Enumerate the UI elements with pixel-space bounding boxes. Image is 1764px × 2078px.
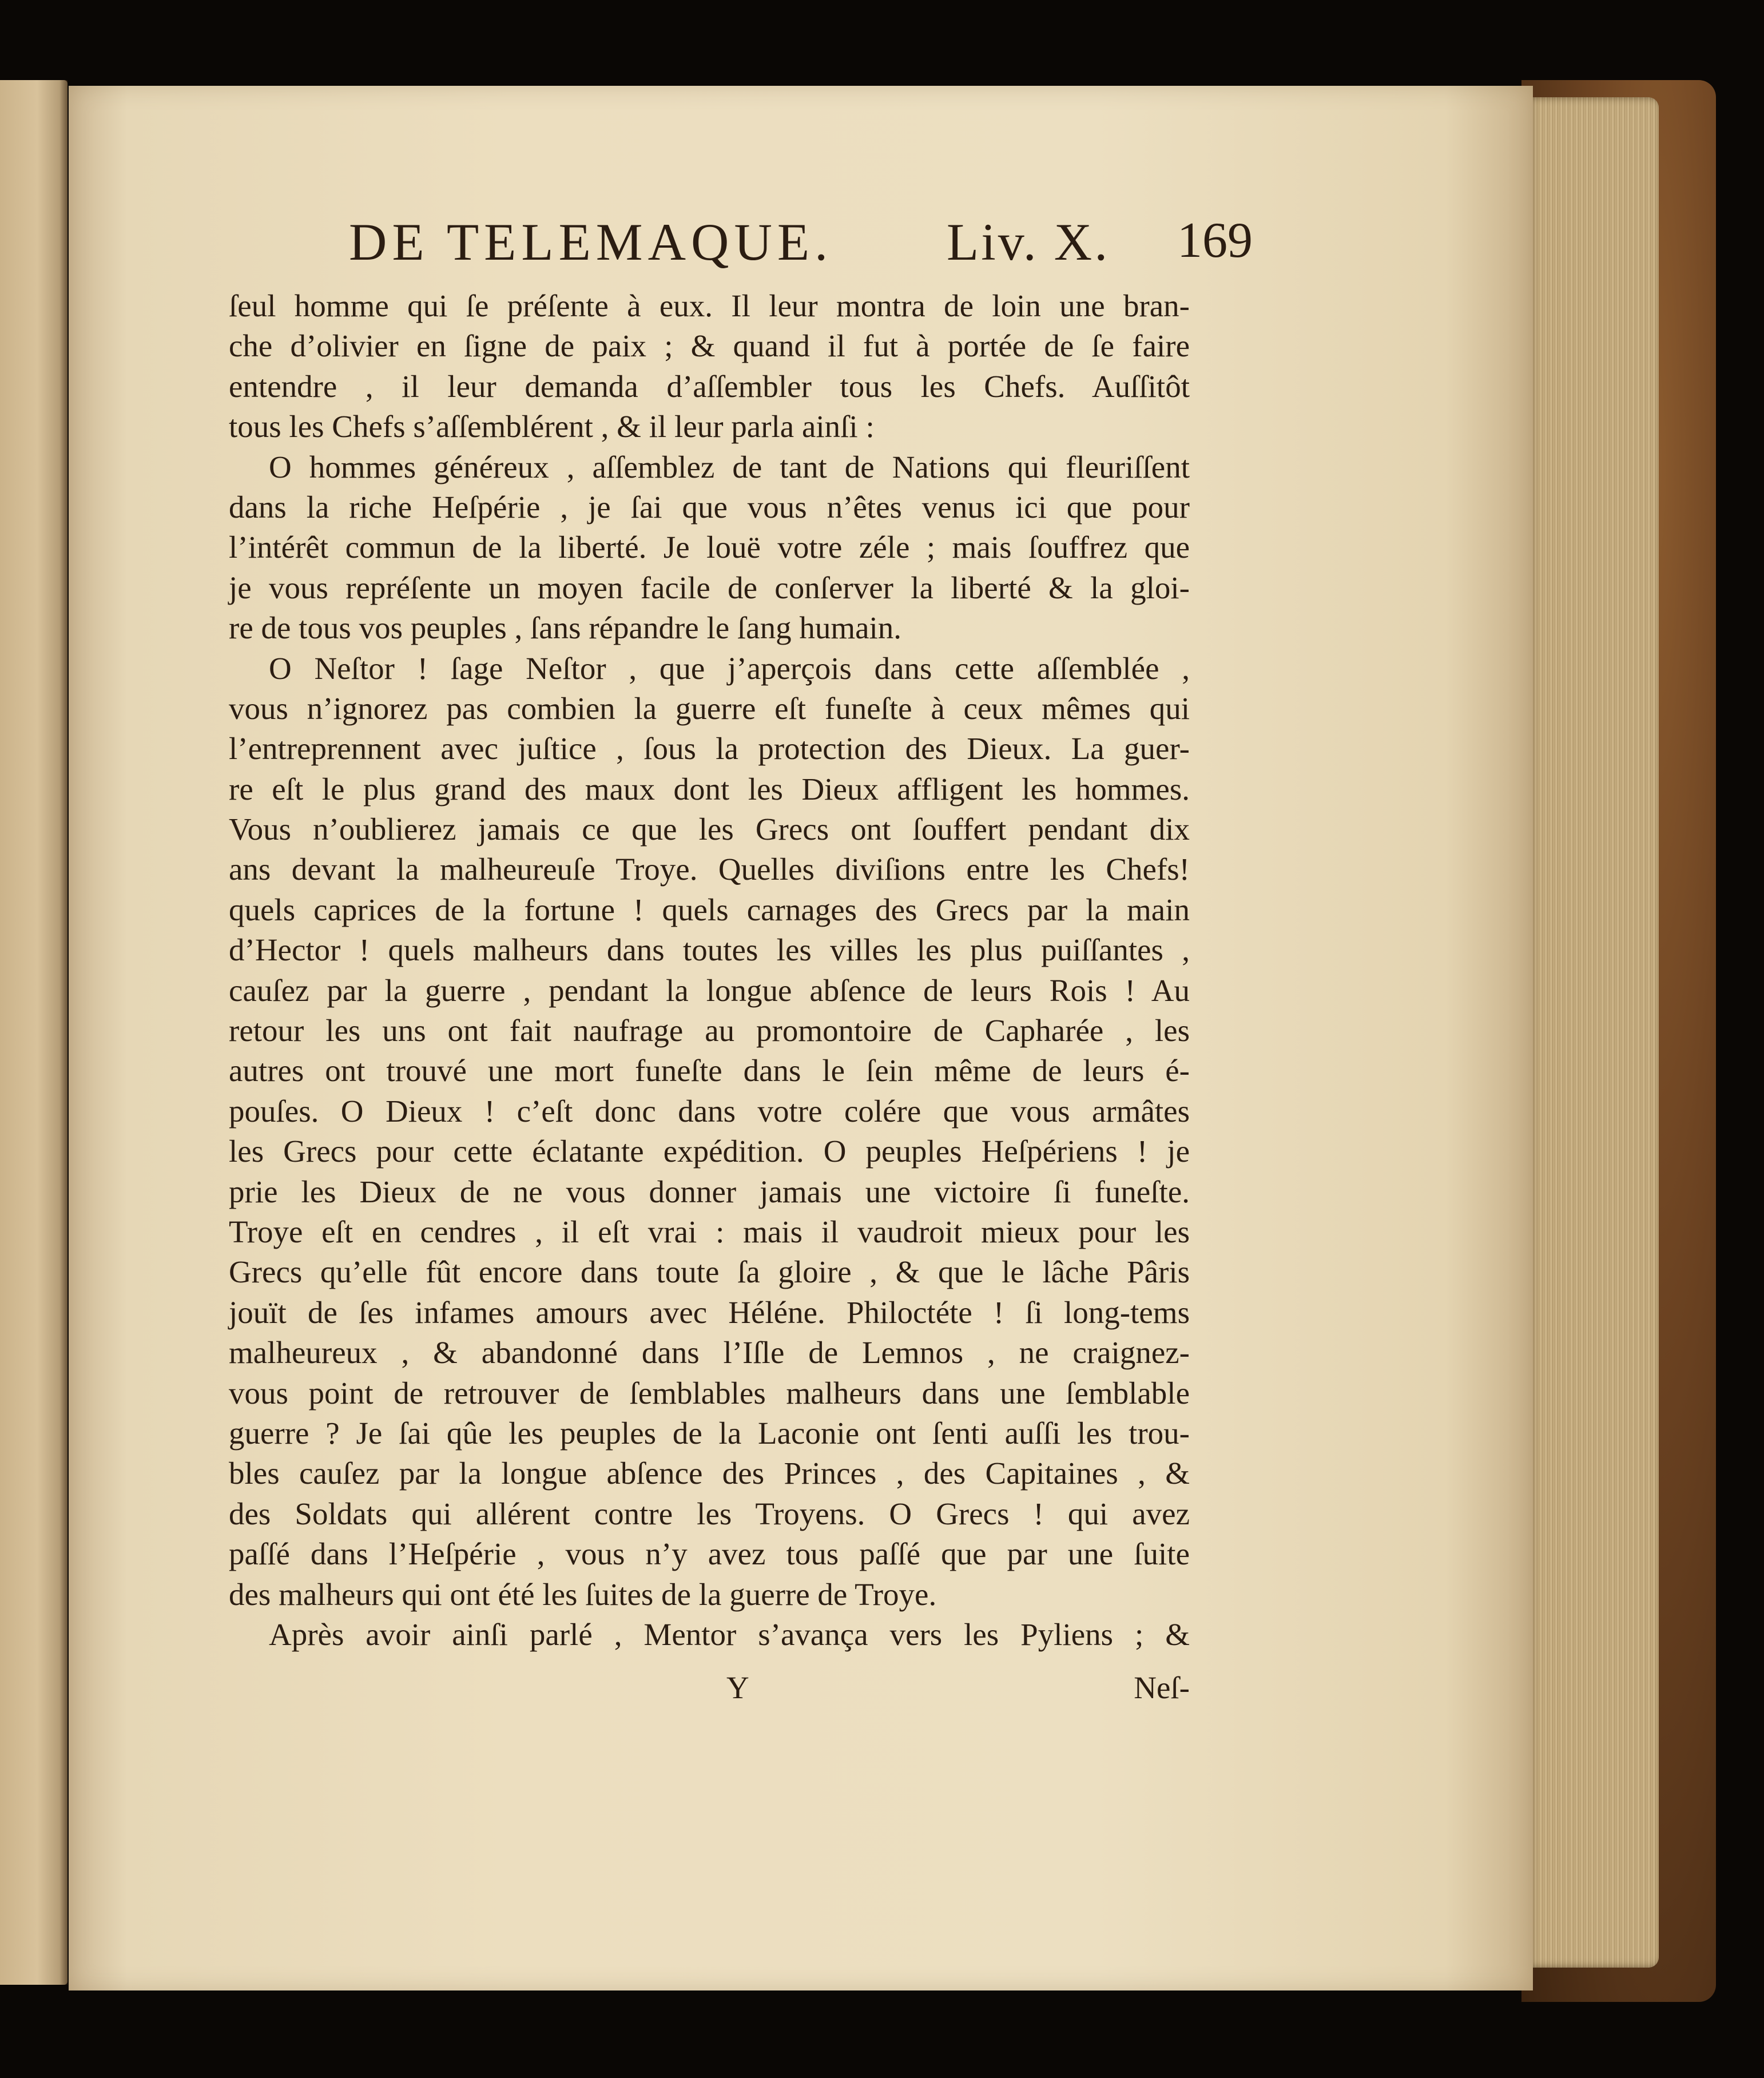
text-line: des Soldats qui allérent contre les Troyens. O Grecs ! qui avez	[229, 1496, 1190, 1531]
text-line: ſeul homme qui ſe préſente à eux. Il leur montra de loin une bran-	[229, 288, 1190, 323]
text-line: paſſé dans l’Heſpérie , vous n’y avez tous paſſé que par une ſuite	[229, 1536, 1190, 1572]
text-line: O hommes généreux , aſſemblez de tant de Nations qui fleuriſſent	[269, 449, 1190, 484]
text-line: vous n’ignorez pas combien la guerre eſt funeſte à ceux mêmes qui	[229, 690, 1190, 726]
body-text	[229, 286, 1190, 1655]
text-line: les Grecs pour cette éclatante expédition. O peuples Heſpériens ! je	[229, 1134, 1190, 1169]
text-line: vous point de retrouver de ſemblables malheurs dans une ſemblable	[229, 1375, 1190, 1411]
text-line: jouït de ſes infames amours avec Héléne. Philoctéte ! ſi long-tems	[229, 1294, 1190, 1330]
text-line: O Neſtor ! ſage Neſtor , que j’aperçois dans cette aſſemblée ,	[269, 650, 1190, 686]
text-line: cauſez par la guerre , pendant la longue abſence de leurs Rois ! Au	[229, 972, 1190, 1008]
text-line: ans devant la malheureuſe Troye. Quelles diviſions entre les Chefs!	[229, 852, 1190, 887]
text-line: re de tous vos peuples , ſans répandre le ſang humain.	[229, 610, 902, 646]
signature-mark: Y	[726, 1670, 749, 1705]
text-line: entendre , il leur demanda d’aſſembler tous les Chefs. Auſſitôt	[229, 368, 1190, 404]
text-line: pouſes. O Dieux ! c’eſt donc dans votre colére que vous armâtes	[229, 1093, 1190, 1129]
text-line: dans la riche Heſpérie , je ſai que vous n’êtes venus ici que pour	[229, 489, 1190, 525]
text-line: des malheurs qui ont été les ſuites de la guerre de Troye.	[229, 1576, 937, 1612]
text-line: bles cauſez par la longue abſence des Princes , des Capitaines , &	[229, 1456, 1190, 1491]
text-line: l’entreprennent avec juſtice , ſous la protection des Dieux. La guer-	[229, 731, 1190, 766]
text-line: Vous n’oublierez jamais ce que les Grecs ont ſouffert pendant dix	[229, 812, 1190, 847]
previous-page-edge	[0, 80, 67, 1985]
page-footer	[229, 1668, 1190, 1708]
text-line: retour les uns ont fait naufrage au promontoire de Capharée , les	[229, 1013, 1190, 1048]
running-head-title: DE TELEMAQUE.	[349, 213, 833, 271]
text-line: Troye eſt en cendres , il eſt vrai : mais il vaudroit mieux pour les	[229, 1214, 1190, 1249]
text-line: guerre ? Je ſai qûe les peuples de la Laconie ont ſenti auſſi les trou-	[229, 1415, 1190, 1451]
catchword: Neſ-	[1134, 1670, 1190, 1705]
text-line: Grecs qu’elle fût encore dans toute ſa gloire , & que le lâche Pâris	[229, 1254, 1190, 1290]
text-line: che d’olivier en ſigne de paix ; & quand il fut à portée de ſe faire	[229, 328, 1190, 364]
text-line: je vous repréſente un moyen facile de conſerver la liberté & la gloi-	[229, 570, 1190, 605]
text-line: malheureux , & abandonné dans l’Iſle de Lemnos , ne craignez-	[229, 1335, 1190, 1370]
text-line: tous les Chefs s’aſſemblérent , & il leur parla ainſi :	[229, 409, 875, 444]
text-line: re eſt le plus grand des maux dont les Dieux affligent les hommes.	[229, 771, 1190, 806]
text-line: autres ont trouvé une mort funeſte dans le ſein même de leurs é-	[229, 1053, 1190, 1088]
text-line: d’Hector ! quels malheurs dans toutes les villes les plus puiſſantes ,	[229, 932, 1190, 968]
text-line: prie les Dieux de ne vous donner jamais une victoire ſi funeſte.	[229, 1174, 1190, 1209]
page-number: 169	[1177, 213, 1253, 268]
text-line: l’intérêt commun de la liberté. Je louë votre zéle ; mais ſouffrez que	[229, 530, 1190, 565]
text-line: Après avoir ainſi parlé , Mentor s’avança vers les Pyliens ; &	[269, 1616, 1190, 1652]
page-stack-edge	[1527, 97, 1659, 1968]
running-head-book: Liv. X.	[947, 213, 1110, 271]
text-line: quels caprices de la fortune ! quels carnages des Grecs par la main	[229, 892, 1190, 927]
running-head	[349, 212, 1253, 275]
